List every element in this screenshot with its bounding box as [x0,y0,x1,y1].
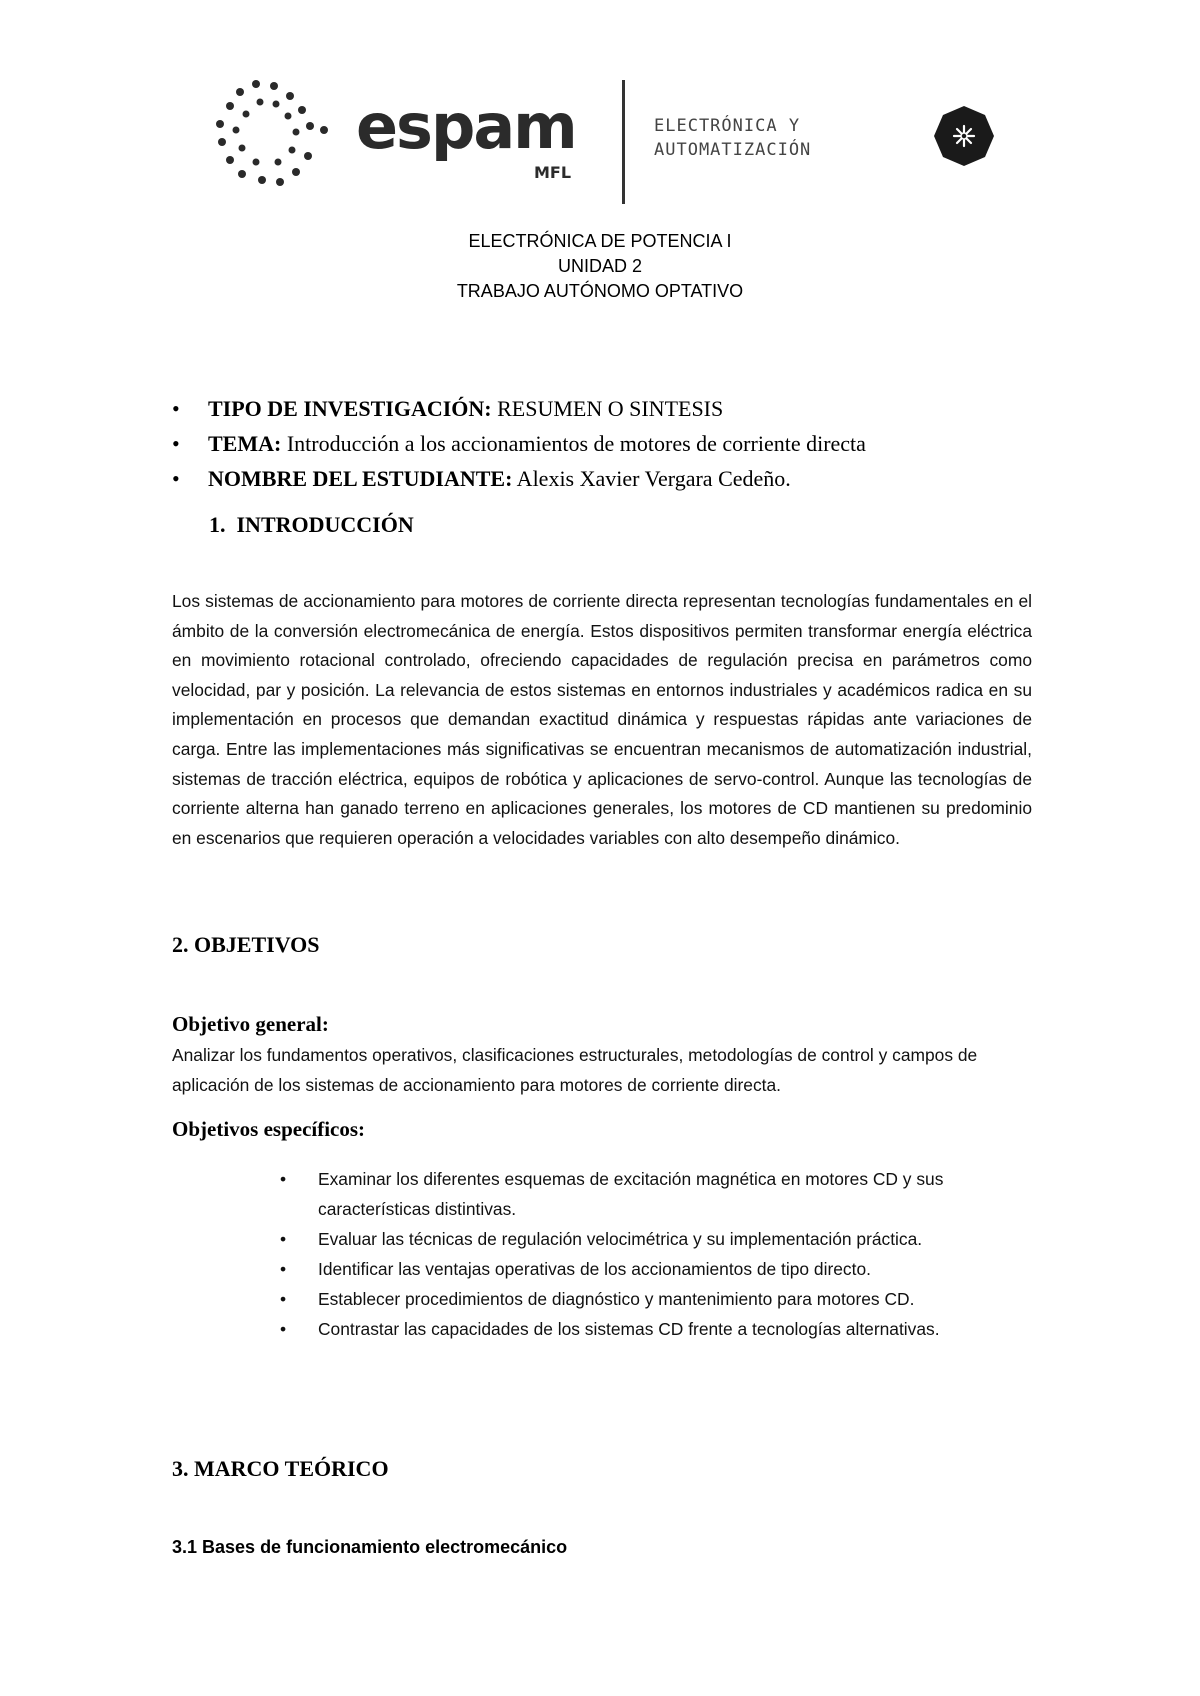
subsection-3-1-heading: 3.1 Bases de funcionamiento electromecánico [172,1537,568,1557]
header-divider [622,80,625,204]
department-line-2: AUTOMATIZACIÓN [654,140,812,160]
espam-wordmark [356,96,596,188]
course-title: ELECTRÓNICA DE POTENCIA I [468,231,732,251]
specific-objectives-list [280,1164,1060,1344]
introduction-paragraph: Los sistemas de accionamiento para motores de corriente directa representan tecnologías fundamentales en el ámbito de la conversión electromecánica de energía. Estos dispositivos permiten transformar energía eléctrica en movimiento rotacional controlado, ofreciendo capacidades de regulación precisa en parámetros como velocidad, par y posición. La relevancia de estos sistemas en entornos industriales y académicos radica en su implementación en procesos que demandan exactitud dinámica y respuestas rápidas ante variaciones de carga. Entre las implementaciones más significativas se encuentran mecanismos de automatización industrial, sistemas de tracción eléctrica, equipos de robótica y aplicaciones de servo-control. Aunque las tecnologías de corriente alterna han ganado terreno en aplicaciones generales, los motores de CD mantienen su predominio en escenarios que requieren operación a velocidades variables con alto desempeño dinámico. [172,591,1032,848]
svg-text:MFL: MFL [534,163,572,182]
list-item: • Examinar los diferentes esquemas de excitación magnética en motores CD y sus características distintivas. [280,1164,1060,1224]
info-item-student [172,461,1072,496]
list-item: • Evaluar las técnicas de regulación velocimétrica y su implementación práctica. [280,1224,1060,1254]
document-titles [0,229,1200,304]
section-1-number: 1. [209,512,226,537]
assignment-title: TRABAJO AUTÓNOMO OPTATIVO [456,281,744,301]
info-item-topic [172,426,1072,461]
info-label: TIPO DE INVESTIGACIÓN: [208,396,492,421]
info-label: NOMBRE DEL ESTUDIANTE: [208,466,513,491]
section-1-heading [209,512,414,538]
section-3-heading: 3. MARCO TEÓRICO [172,1456,389,1481]
section-2-heading: 2. OBJETIVOS [172,932,320,957]
espam-dots-logo [212,76,334,194]
faculty-seal-icon [932,104,996,168]
section-1-title: INTRODUCCIÓN [236,512,414,537]
specific-objectives-heading: Objetivos específicos: [172,1117,366,1141]
general-objective-heading: Objetivo general: [172,1012,329,1036]
unit-title: UNIDAD 2 [557,256,642,276]
info-item-type [172,391,1072,426]
info-value: RESUMEN O SINTESIS [491,396,724,421]
department-name [654,114,811,162]
department-line-1: ELECTRÓNICA Y [654,116,801,136]
svg-text:espam: espam [356,96,576,163]
general-objective-text: Analizar los fundamentos operativos, clasificaciones estructurales, metodologías de control y campos de aplicación de los sistemas de accionamiento para motores de corriente directa. [172,1045,978,1095]
info-value: Introducción a los accionamientos de motores de corriente directa [281,431,866,456]
list-item: • Identificar las ventajas operativas de los accionamientos de tipo directo. [280,1254,1060,1284]
info-list [172,391,1072,496]
info-value: Alexis Xavier Vergara Cedeño. [512,466,791,491]
info-label: TEMA: [208,431,282,456]
list-item: • Establecer procedimientos de diagnóstico y mantenimiento para motores CD. [280,1284,1060,1314]
list-item: • Contrastar las capacidades de los sistemas CD frente a tecnologías alternativas. [280,1314,1060,1344]
